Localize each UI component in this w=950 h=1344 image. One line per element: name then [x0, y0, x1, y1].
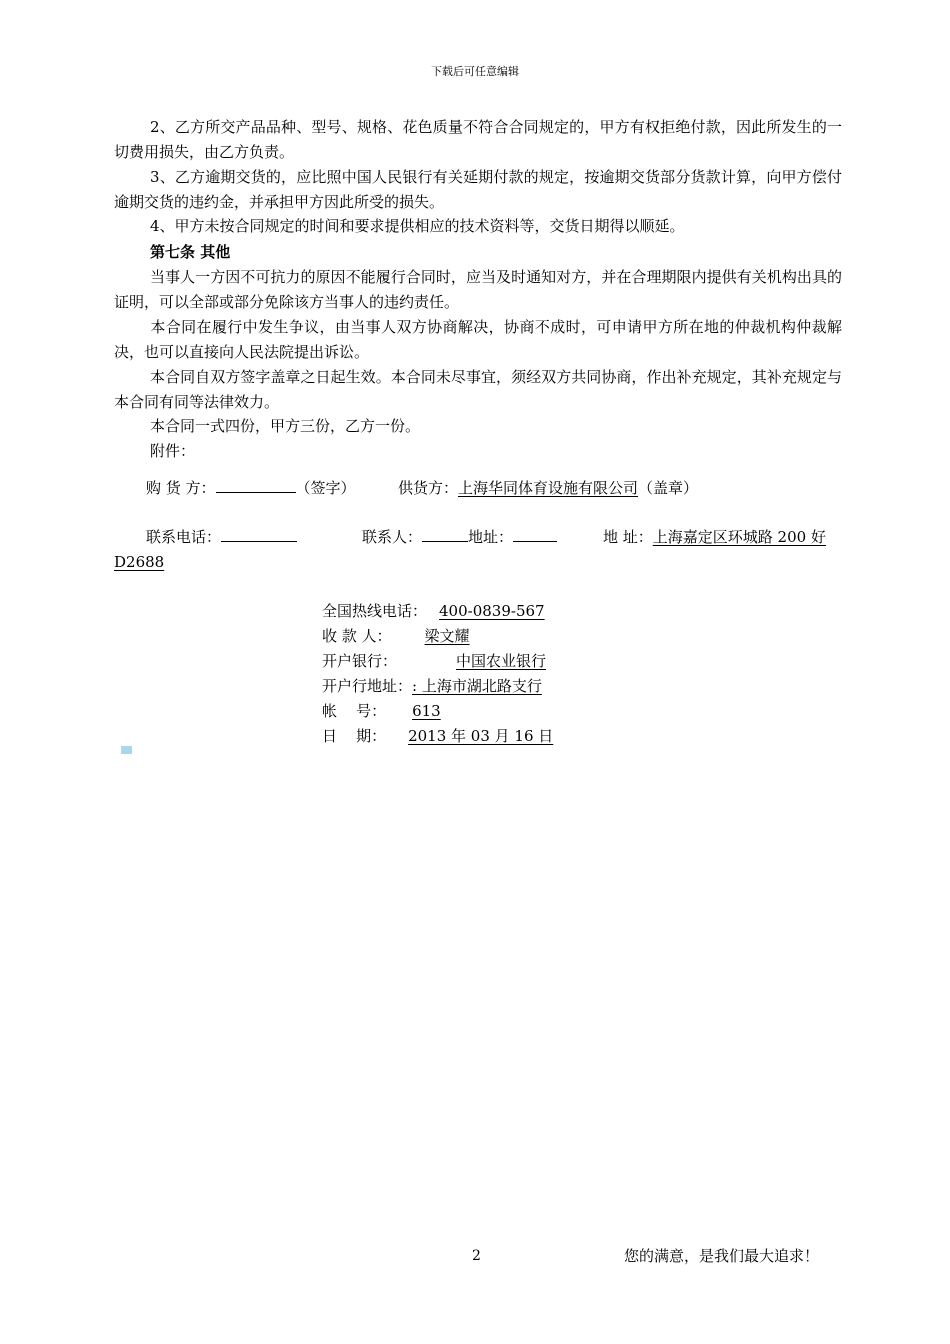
clause-6-item-2 [114, 115, 842, 165]
supplier-seal-note: （盖章） [638, 479, 699, 497]
bank-address-value-text: 上海市湖北路支行 [421, 677, 542, 695]
account-value [386, 699, 448, 724]
clause-6-item-3 [114, 165, 842, 215]
page-number: 2 [472, 1248, 481, 1264]
payee-value [392, 624, 534, 649]
clause-6-item-2-text: 2、乙方所交产品品种、型号、规格、花色质量不符合合同规定的，甲方有权拒绝付款，因此所发生的一切费用损失，由乙方负责。 [114, 118, 842, 161]
address-label-2: 地 址： [603, 528, 653, 546]
bank-address-row [322, 674, 584, 699]
anchor-marker-icon [121, 746, 132, 754]
attachment-text: 附件： [150, 442, 196, 460]
contact-label: 联系人： [362, 528, 423, 546]
bank-address-label: 开户行地址： [322, 677, 413, 695]
date-value [386, 724, 563, 749]
attachment-paragraph [114, 439, 842, 464]
phone-blank [221, 526, 297, 542]
account-label: 帐 号： [322, 702, 387, 720]
phone-label: 联系电话： [146, 528, 222, 546]
date-value-text: 2013 年 03 月 16 日 [408, 727, 554, 745]
clause-6-item-3-text: 3、乙方逾期交货的，应比照中国人民银行有关延期付款的规定，按逾期交货部分货款计算，向甲方偿付逾期交货的违约金，并承担甲方因此所受的损失。 [114, 168, 842, 211]
buyer-signature-blank [216, 477, 296, 493]
bank-value [397, 649, 589, 674]
clause-6-item-4-text: 4、甲方未按合同规定的时间和要求提供相应的技术资料等，交货日期得以顺延。 [150, 217, 685, 235]
contact-blank [422, 526, 468, 542]
address-label-1: 地址： [468, 528, 514, 546]
hotline-value [427, 599, 572, 624]
copies-text: 本合同一式四份，甲方三份，乙方一份。 [150, 417, 421, 435]
address-blank [513, 526, 557, 542]
article-7-title [114, 240, 842, 265]
account-value-text: 613 [412, 702, 441, 720]
header-note: 下载后可任意编辑 [431, 65, 519, 78]
date-label: 日 期： [322, 727, 387, 745]
effective-text: 本合同自双方签字盖章之日起生效。本合同未尽事宜，须经双方共同协商，作出补充规定，其补充规定与本合同有同等法律效力。 [114, 368, 842, 411]
hotline-row [322, 599, 572, 624]
force-majeure-paragraph [114, 265, 842, 315]
supplier-address-line-2 [114, 550, 164, 575]
dispute-text: 本合同在履行中发生争议，由当事人双方协商解决，协商不成时，可申请甲方所在地的仲裁机构仲裁解决，也可以直接向人民法院提出诉讼。 [114, 318, 842, 361]
supplier-name: 上海华同体育设施有限公司 [458, 479, 639, 497]
copies-paragraph [114, 414, 842, 439]
bank-label: 开户银行： [322, 652, 398, 670]
effective-paragraph [114, 365, 842, 415]
payee-value-text: 梁文耀 [424, 627, 470, 645]
bank-row [322, 649, 589, 674]
supplier-line [398, 476, 698, 501]
supplier-address-line [603, 525, 826, 550]
date-row [322, 724, 563, 749]
dispute-paragraph [114, 315, 842, 365]
bank-value-text: 中国农业银行 [456, 652, 547, 670]
clause-6-item-4 [114, 214, 842, 239]
account-row [322, 699, 448, 724]
contact-line [362, 525, 557, 550]
phone-line [146, 525, 297, 550]
force-majeure-text: 当事人一方因不可抗力的原因不能履行合同时，应当及时通知对方，并在合理期限内提供有关机构出具的证明，可以全部或部分免除该方当事人的违约责任。 [114, 268, 842, 311]
buyer-line [146, 476, 356, 501]
bank-address-value: : 上海市湖北路支行 [412, 677, 542, 695]
payee-label: 收 款 人： [322, 627, 392, 645]
hotline-label: 全国热线电话： [322, 602, 428, 620]
address-value-1: 上海嘉定区环城路 200 好 [652, 528, 826, 546]
hotline-value-text: 400-0839-567 [439, 602, 545, 620]
footer-slogan: 您的满意，是我们最大追求！ [624, 1247, 820, 1265]
buyer-label: 购 货 方： [146, 479, 216, 497]
supplier-label: 供货方： [398, 479, 459, 497]
article-7-title-text: 第七条 其他 [150, 243, 231, 261]
address-value-2: D2688 [114, 553, 165, 571]
payee-row [322, 624, 534, 649]
buyer-sign-note: （签字） [295, 479, 356, 497]
